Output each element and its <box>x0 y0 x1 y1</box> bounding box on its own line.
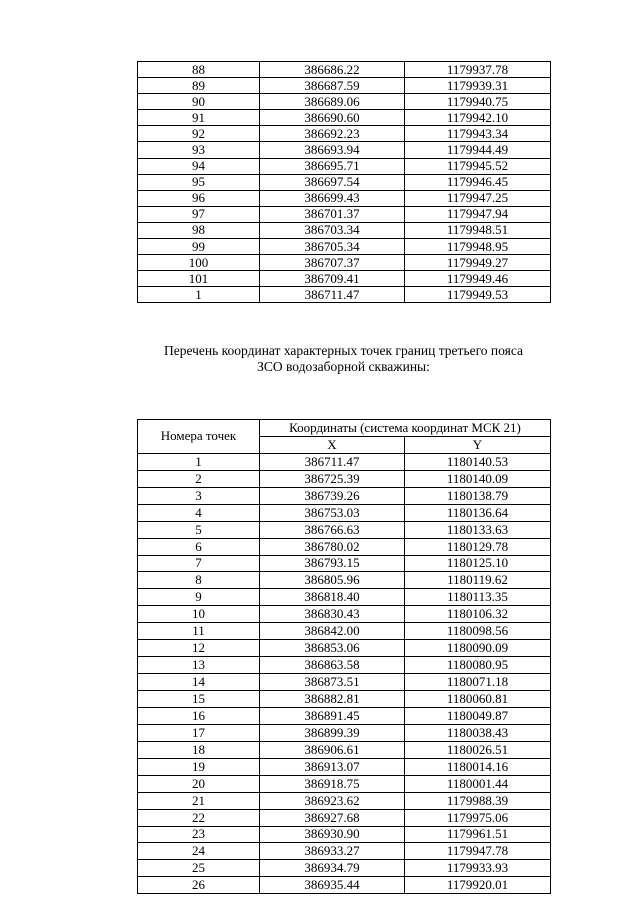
table-row <box>138 741 551 758</box>
x-coordinate-cell: 386805.96 <box>260 572 405 589</box>
y-coordinate-cell: 1179943.34 <box>405 126 551 142</box>
table-row <box>138 657 551 674</box>
point-number-cell: 6 <box>138 538 260 555</box>
point-number-cell: 93 <box>138 142 260 158</box>
header-y: Y <box>405 436 551 453</box>
x-coordinate-cell: 386701.37 <box>260 206 405 222</box>
table-row <box>138 470 551 487</box>
table-row <box>138 572 551 589</box>
table-row <box>138 724 551 741</box>
x-coordinate-cell: 386933.27 <box>260 843 405 860</box>
y-coordinate-cell: 1179988.39 <box>405 792 551 809</box>
x-coordinate-cell: 386780.02 <box>260 538 405 555</box>
third-belt-coordinates-table <box>137 419 551 894</box>
point-number-cell: 14 <box>138 674 260 691</box>
x-coordinate-cell: 386830.43 <box>260 606 405 623</box>
table-row <box>138 826 551 843</box>
table-row <box>138 606 551 623</box>
x-coordinate-cell: 386899.39 <box>260 724 405 741</box>
y-coordinate-cell: 1180060.81 <box>405 691 551 708</box>
y-coordinate-cell: 1180014.16 <box>405 758 551 775</box>
x-coordinate-cell: 386923.62 <box>260 792 405 809</box>
point-number-cell: 97 <box>138 206 260 222</box>
y-coordinate-cell: 1180098.56 <box>405 623 551 640</box>
x-coordinate-cell: 386753.03 <box>260 504 405 521</box>
point-number-cell: 8 <box>138 572 260 589</box>
third-belt-caption <box>137 343 550 375</box>
point-number-cell: 2 <box>138 470 260 487</box>
y-coordinate-cell: 1180129.78 <box>405 538 551 555</box>
table-row <box>138 110 551 126</box>
point-number-cell: 22 <box>138 809 260 826</box>
y-coordinate-cell: 1179939.31 <box>405 78 551 94</box>
x-coordinate-cell: 386891.45 <box>260 707 405 724</box>
y-coordinate-cell: 1179949.27 <box>405 255 551 271</box>
x-coordinate-cell: 386818.40 <box>260 589 405 606</box>
y-coordinate-cell: 1180140.53 <box>405 453 551 470</box>
y-coordinate-cell: 1179946.45 <box>405 174 551 190</box>
table-row <box>138 453 551 470</box>
point-number-cell: 4 <box>138 504 260 521</box>
table-row <box>138 809 551 826</box>
table-row <box>138 239 551 255</box>
table-row <box>138 78 551 94</box>
table-row <box>138 174 551 190</box>
header-x: X <box>260 436 405 453</box>
x-coordinate-cell: 386693.94 <box>260 142 405 158</box>
x-coordinate-cell: 386913.07 <box>260 758 405 775</box>
point-number-cell: 89 <box>138 78 260 94</box>
point-number-cell: 92 <box>138 126 260 142</box>
table-row <box>138 640 551 657</box>
point-number-cell: 3 <box>138 487 260 504</box>
coordinates-table-continued <box>137 61 551 303</box>
x-coordinate-cell: 386793.15 <box>260 555 405 572</box>
x-coordinate-cell: 386686.22 <box>260 62 405 78</box>
y-coordinate-cell: 1180090.09 <box>405 640 551 657</box>
x-coordinate-cell: 386930.90 <box>260 826 405 843</box>
point-number-cell: 16 <box>138 707 260 724</box>
point-number-cell: 15 <box>138 691 260 708</box>
x-coordinate-cell: 386705.34 <box>260 239 405 255</box>
y-coordinate-cell: 1179947.94 <box>405 206 551 222</box>
x-coordinate-cell: 386935.44 <box>260 877 405 894</box>
x-coordinate-cell: 386873.51 <box>260 674 405 691</box>
point-number-cell: 23 <box>138 826 260 843</box>
x-coordinate-cell: 386918.75 <box>260 775 405 792</box>
x-coordinate-cell: 386707.37 <box>260 255 405 271</box>
table-row <box>138 521 551 538</box>
point-number-cell: 99 <box>138 239 260 255</box>
x-coordinate-cell: 386863.58 <box>260 657 405 674</box>
table2-body <box>138 453 551 893</box>
y-coordinate-cell: 1179937.78 <box>405 62 551 78</box>
x-coordinate-cell: 386842.00 <box>260 623 405 640</box>
y-coordinate-cell: 1180071.18 <box>405 674 551 691</box>
y-coordinate-cell: 1179948.51 <box>405 222 551 238</box>
y-coordinate-cell: 1180001.44 <box>405 775 551 792</box>
x-coordinate-cell: 386692.23 <box>260 126 405 142</box>
table2-header <box>138 420 551 454</box>
table-row <box>138 255 551 271</box>
table-row <box>138 62 551 78</box>
table-row <box>138 674 551 691</box>
header-point-numbers: Номера точек <box>138 420 260 454</box>
x-coordinate-cell: 386711.47 <box>260 453 405 470</box>
point-number-cell: 1 <box>138 453 260 470</box>
table-row <box>138 775 551 792</box>
point-number-cell: 5 <box>138 521 260 538</box>
table-row <box>138 271 551 287</box>
table-row <box>138 206 551 222</box>
x-coordinate-cell: 386725.39 <box>260 470 405 487</box>
y-coordinate-cell: 1180140.09 <box>405 470 551 487</box>
y-coordinate-cell: 1180106.32 <box>405 606 551 623</box>
table-row <box>138 758 551 775</box>
table-row <box>138 142 551 158</box>
x-coordinate-cell: 386934.79 <box>260 860 405 877</box>
x-coordinate-cell: 386687.59 <box>260 78 405 94</box>
x-coordinate-cell: 386711.47 <box>260 287 405 303</box>
table-row <box>138 222 551 238</box>
x-coordinate-cell: 386690.60 <box>260 110 405 126</box>
point-number-cell: 17 <box>138 724 260 741</box>
y-coordinate-cell: 1179933.93 <box>405 860 551 877</box>
table-row <box>138 126 551 142</box>
point-number-cell: 9 <box>138 589 260 606</box>
x-coordinate-cell: 386709.41 <box>260 271 405 287</box>
point-number-cell: 95 <box>138 174 260 190</box>
caption-line-1: Перечень координат характерных точек границ третьего пояса <box>163 343 524 358</box>
y-coordinate-cell: 1180136.64 <box>405 504 551 521</box>
point-number-cell: 94 <box>138 158 260 174</box>
y-coordinate-cell: 1179948.95 <box>405 239 551 255</box>
point-number-cell: 10 <box>138 606 260 623</box>
y-coordinate-cell: 1179947.78 <box>405 843 551 860</box>
point-number-cell: 7 <box>138 555 260 572</box>
point-number-cell: 24 <box>138 843 260 860</box>
point-number-cell: 91 <box>138 110 260 126</box>
table-row <box>138 843 551 860</box>
y-coordinate-cell: 1179949.46 <box>405 271 551 287</box>
point-number-cell: 19 <box>138 758 260 775</box>
x-coordinate-cell: 386739.26 <box>260 487 405 504</box>
table-row <box>138 623 551 640</box>
table-row <box>138 538 551 555</box>
point-number-cell: 12 <box>138 640 260 657</box>
y-coordinate-cell: 1179942.10 <box>405 110 551 126</box>
y-coordinate-cell: 1180038.43 <box>405 724 551 741</box>
x-coordinate-cell: 386927.68 <box>260 809 405 826</box>
table1-body <box>138 62 551 303</box>
point-number-cell: 1 <box>138 287 260 303</box>
y-coordinate-cell: 1180113.35 <box>405 589 551 606</box>
point-number-cell: 101 <box>138 271 260 287</box>
point-number-cell: 21 <box>138 792 260 809</box>
y-coordinate-cell: 1179961.51 <box>405 826 551 843</box>
y-coordinate-cell: 1180119.62 <box>405 572 551 589</box>
y-coordinate-cell: 1180026.51 <box>405 741 551 758</box>
table-row <box>138 487 551 504</box>
point-number-cell: 100 <box>138 255 260 271</box>
y-coordinate-cell: 1180049.87 <box>405 707 551 724</box>
table-row <box>138 691 551 708</box>
point-number-cell: 98 <box>138 222 260 238</box>
point-number-cell: 18 <box>138 741 260 758</box>
point-number-cell: 88 <box>138 62 260 78</box>
x-coordinate-cell: 386882.81 <box>260 691 405 708</box>
y-coordinate-cell: 1180138.79 <box>405 487 551 504</box>
x-coordinate-cell: 386699.43 <box>260 190 405 206</box>
x-coordinate-cell: 386906.61 <box>260 741 405 758</box>
point-number-cell: 26 <box>138 877 260 894</box>
header-coordinates: Координаты (система координат МСК 21) <box>260 420 551 437</box>
y-coordinate-cell: 1179945.52 <box>405 158 551 174</box>
x-coordinate-cell: 386695.71 <box>260 158 405 174</box>
point-number-cell: 20 <box>138 775 260 792</box>
y-coordinate-cell: 1180080.95 <box>405 657 551 674</box>
x-coordinate-cell: 386703.34 <box>260 222 405 238</box>
y-coordinate-cell: 1179949.53 <box>405 287 551 303</box>
y-coordinate-cell: 1179975.06 <box>405 809 551 826</box>
y-coordinate-cell: 1179944.49 <box>405 142 551 158</box>
point-number-cell: 96 <box>138 190 260 206</box>
y-coordinate-cell: 1180133.63 <box>405 521 551 538</box>
x-coordinate-cell: 386853.06 <box>260 640 405 657</box>
table-row <box>138 877 551 894</box>
table-row <box>138 190 551 206</box>
y-coordinate-cell: 1179940.75 <box>405 94 551 110</box>
x-coordinate-cell: 386766.63 <box>260 521 405 538</box>
table-row <box>138 94 551 110</box>
table-row <box>138 792 551 809</box>
table-row <box>138 589 551 606</box>
table-row <box>138 707 551 724</box>
y-coordinate-cell: 1180125.10 <box>405 555 551 572</box>
table-row <box>138 504 551 521</box>
point-number-cell: 25 <box>138 860 260 877</box>
y-coordinate-cell: 1179920.01 <box>405 877 551 894</box>
point-number-cell: 11 <box>138 623 260 640</box>
table-row <box>138 287 551 303</box>
point-number-cell: 13 <box>138 657 260 674</box>
table-row <box>138 555 551 572</box>
x-coordinate-cell: 386697.54 <box>260 174 405 190</box>
caption-line-2: ЗСО водозаборной скважины: <box>257 359 430 374</box>
x-coordinate-cell: 386689.06 <box>260 94 405 110</box>
table-row <box>138 158 551 174</box>
y-coordinate-cell: 1179947.25 <box>405 190 551 206</box>
point-number-cell: 90 <box>138 94 260 110</box>
table-row <box>138 860 551 877</box>
